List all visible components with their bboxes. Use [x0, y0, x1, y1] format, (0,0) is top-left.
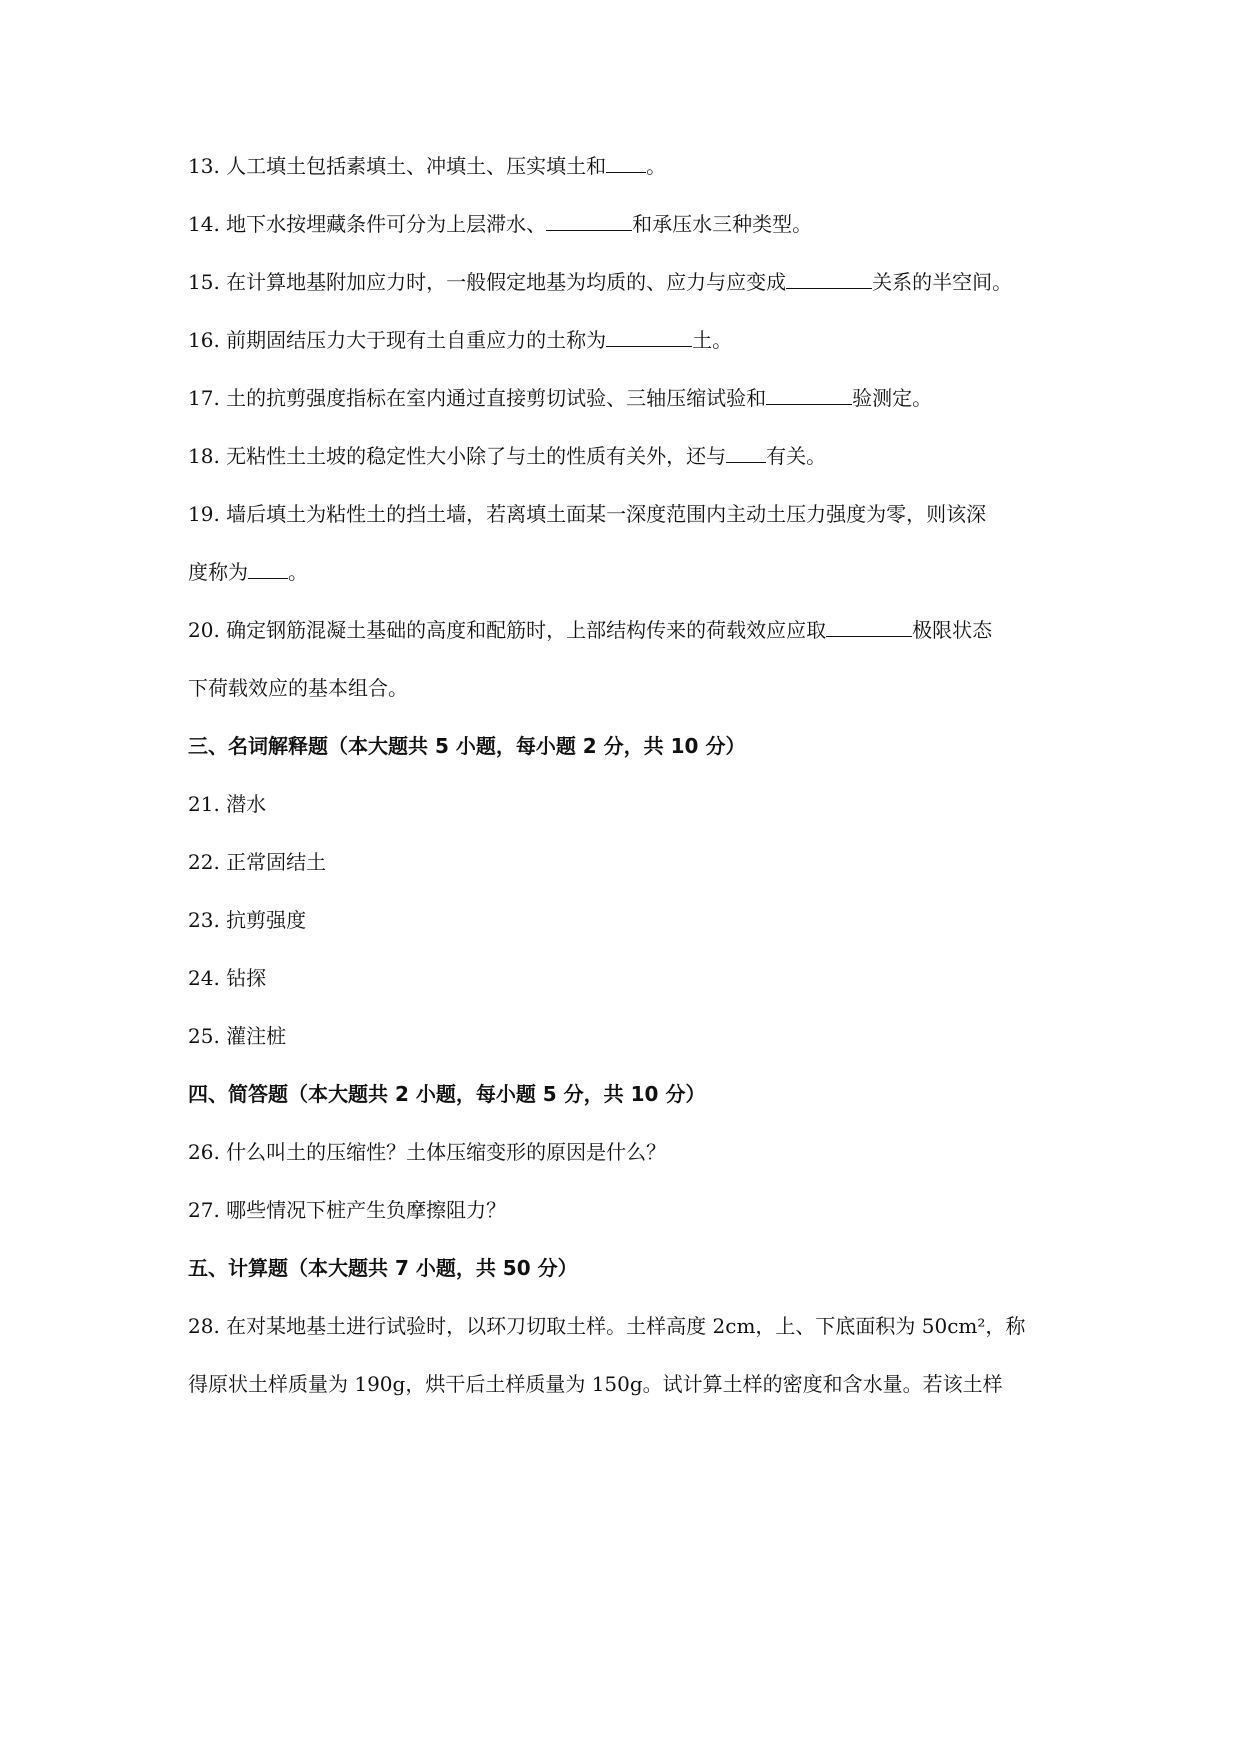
question-15-tail: 关系的半空间。: [872, 270, 1013, 294]
question-26: 26. 什么叫土的压缩性？土体压缩变形的原因是什么？: [188, 1140, 667, 1164]
question-17: [188, 384, 1068, 412]
question-13-tail: 。: [646, 154, 667, 178]
question-14: [188, 210, 1068, 238]
question-17-text: 17. 土的抗剪强度指标在室内通过直接剪切试验、三轴压缩试验和: [188, 386, 767, 410]
question-13: [188, 152, 1068, 180]
question-16-text: 16. 前期固结压力大于现有土自重应力的土称为: [188, 328, 607, 352]
answer-blank[interactable]: [606, 328, 692, 347]
question-16-tail: 土。: [692, 328, 733, 352]
question-22: 22. 正常固结土: [188, 850, 327, 874]
question-17-tail: 验测定。: [852, 386, 933, 410]
question-19-text-2: 度称为: [188, 560, 248, 584]
answer-blank[interactable]: [546, 212, 632, 231]
question-14-text: 14. 地下水按埋藏条件可分为上层滞水、: [188, 212, 547, 236]
question-28: 28. 在对某地基土进行试验时，以环刀切取土样。土样高度 2cm，上、下底面积为 50cm²，称: [188, 1314, 1026, 1338]
answer-blank[interactable]: [826, 618, 912, 637]
question-14-tail: 和承压水三种类型。: [632, 212, 813, 236]
answer-blank[interactable]: [786, 270, 872, 289]
answer-blank[interactable]: [248, 560, 288, 579]
answer-blank[interactable]: [766, 386, 852, 405]
question-15: [188, 268, 1068, 296]
question-18-tail: 有关。: [766, 444, 827, 468]
question-20-tail: 极限状态: [912, 618, 993, 642]
question-24: 24. 钻探: [188, 966, 267, 990]
question-19-continued: [188, 558, 1068, 586]
question-13-text: 13. 人工填土包括素填土、冲填土、压实填土和: [188, 154, 607, 178]
question-20-text-2: 下荷载效应的基本组合。: [188, 676, 408, 700]
answer-blank[interactable]: [606, 154, 646, 173]
section-4-heading: 四、简答题（本大题共 2 小题，每小题 5 分，共 10 分）: [188, 1082, 706, 1106]
question-16: [188, 326, 1068, 354]
question-20-text: 20. 确定钢筋混凝土基础的高度和配筋时，上部结构传来的荷载效应应取: [188, 618, 827, 642]
section-3-heading: 三、名词解释题（本大题共 5 小题，每小题 2 分，共 10 分）: [188, 734, 746, 758]
question-19: [188, 500, 1068, 528]
question-23: 23. 抗剪强度: [188, 908, 307, 932]
question-25: 25. 灌注桩: [188, 1024, 287, 1048]
answer-blank[interactable]: [726, 444, 766, 463]
question-20-continued: [188, 674, 1068, 702]
question-27: 27. 哪些情况下桩产生负摩擦阻力？: [188, 1198, 507, 1222]
question-20: [188, 616, 1068, 644]
question-21: 21. 潜水: [188, 792, 267, 816]
question-18-text: 18. 无粘性土土坡的稳定性大小除了与土的性质有关外，还与: [188, 444, 727, 468]
section-5-heading: 五、计算题（本大题共 7 小题，共 50 分）: [188, 1256, 578, 1280]
question-19-text: 19. 墙后填土为粘性土的挡土墙，若离填土面某一深度范围内主动土压力强度为零，则该深: [188, 502, 987, 526]
question-19-tail: 。: [288, 560, 308, 584]
question-28-continued: 得原状土样质量为 190g，烘干后土样质量为 150g。试计算土样的密度和含水量。若该土样: [188, 1372, 1003, 1396]
question-15-text: 15. 在计算地基附加应力时，一般假定地基为均质的、应力与应变成: [188, 270, 787, 294]
question-18: [188, 442, 1068, 470]
